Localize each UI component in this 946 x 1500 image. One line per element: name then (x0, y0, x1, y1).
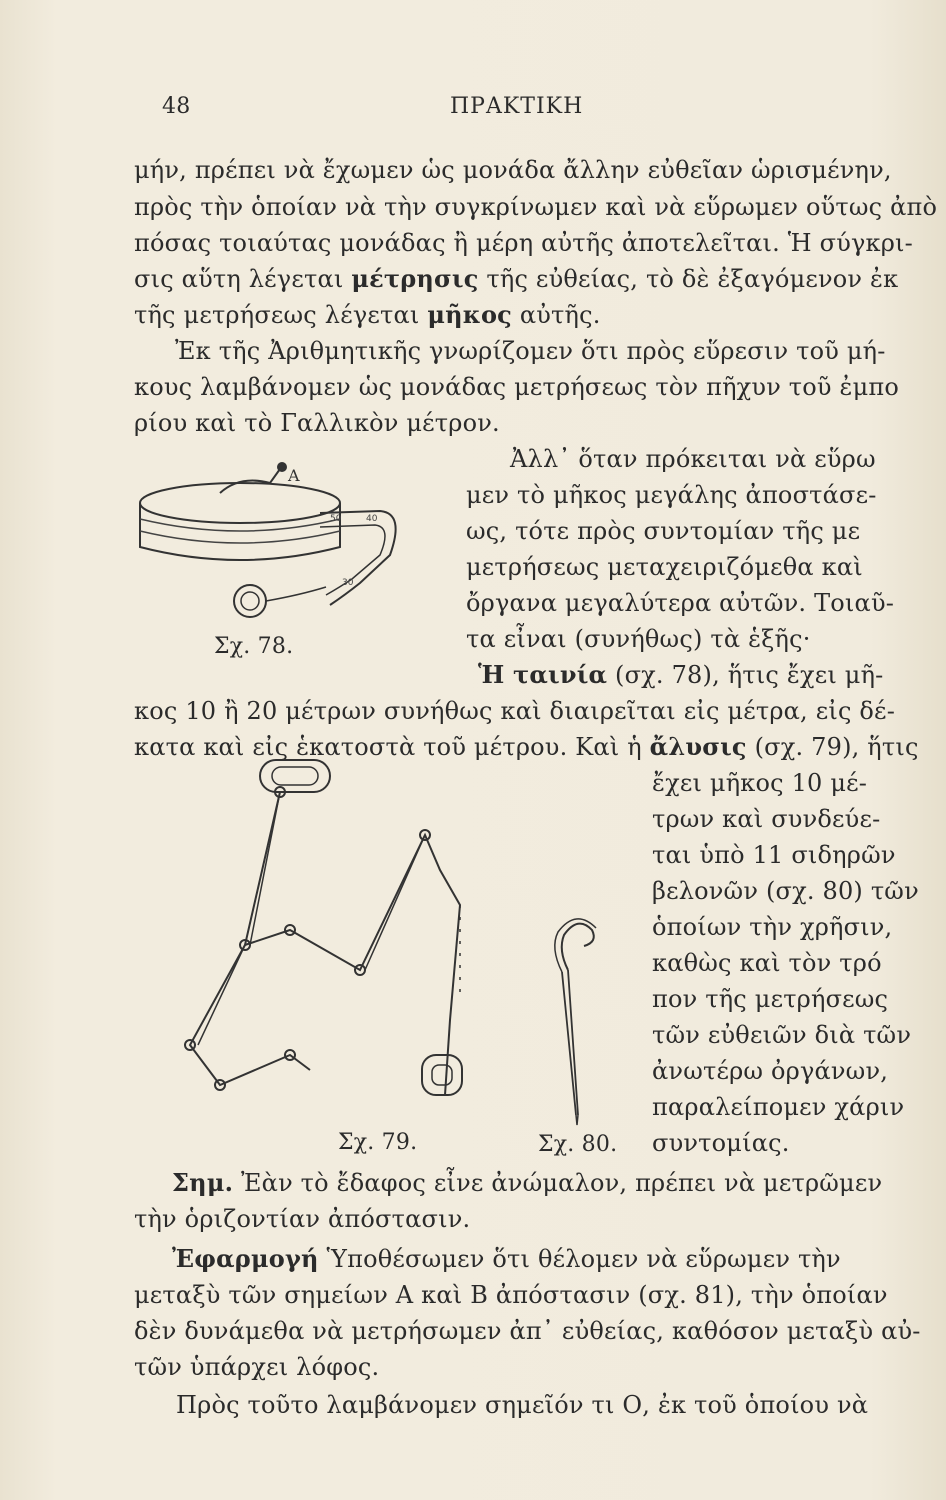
tape-scale-mark: 30 (342, 578, 354, 588)
term-alysis: ἄλυσις (649, 732, 747, 761)
text-line (172, 1168, 882, 1198)
tape-scale-mark: 50 (330, 514, 342, 524)
text-line (172, 1244, 841, 1274)
text-line: καθὼς καὶ τὸν τρό (652, 949, 882, 977)
term-mekos: μῆκος (427, 300, 512, 329)
text-line: τὴν ὁριζοντίαν ἀπόστασιν. (134, 1205, 471, 1233)
chain-end-handle (422, 1055, 462, 1095)
text-run: κατα καὶ εἰς ἑκατοστὰ τοῦ μέτρου. Καὶ ἡ (134, 733, 642, 761)
pin-hook (562, 924, 594, 970)
chain-handle (260, 760, 330, 792)
text-line: μεταξὺ τῶν σημείων Α καὶ Β ἀπόστασιν (σχ. 81), τὴν ὁποίαν (134, 1281, 888, 1309)
text-line: κους λαμβάνομεν ὡς μονάδας μετρήσεως τὸν πῆχυν τοῦ ἐμπο (134, 373, 900, 401)
text-line (134, 300, 601, 330)
text-line: πον τῆς μετρήσεως (652, 985, 889, 1013)
text-line: πρὸς τὴν ὁποίαν νὰ τὴν συγκρίνωμεν καὶ νὰ εὕρωμεν οὕτως ἀπὸ (134, 193, 938, 221)
text-run: Ὑποθέσωμεν ὅτι θέλομεν νὰ εὕρωμεν τὴν (326, 1245, 841, 1273)
text-line: ται ὑπὸ 11 σιδηρῶν (652, 841, 896, 869)
text-line: δὲν δυνάμεθα νὰ μετρήσωμεν ἀπ᾽ εὐθείας, καθόσον μεταξὺ αὐ- (134, 1317, 921, 1345)
tape-case-top (140, 483, 340, 523)
tape-scale-mark: 40 (366, 514, 378, 524)
text-line: τα εἶναι (συνήθως) τὰ ἑξῆς· (466, 625, 811, 653)
term-tainia: Ἡ ταινία (478, 660, 608, 689)
text-line: μεν τὸ μῆκος μεγάλης ἀποστάσε- (466, 481, 877, 509)
text-line (478, 660, 883, 690)
text-line: μετρήσεως μεταχειριζόμεθα καὶ (466, 553, 863, 581)
text-line: ἀνωτέρω ὀργάνων, (652, 1057, 889, 1085)
running-title: ΠΡΑΚΤΙΚΗ (450, 94, 584, 119)
term-note: Σημ. (172, 1168, 234, 1197)
figure-78-tape (130, 455, 420, 655)
text-run: (σχ. 78), ἥτις ἔχει μῆ- (615, 661, 884, 689)
page-number: 48 (162, 94, 191, 119)
text-line: ὄργανα μεγαλύτερα αὐτῶν. Τοιαῦ- (466, 589, 895, 617)
text-line (134, 264, 898, 294)
term-metresis: μέτρησις (351, 264, 479, 293)
tape-ring (234, 585, 266, 617)
text-line: ἔχει μῆκος 10 μέ- (652, 769, 868, 797)
text-line: ὁποίων τὴν χρῆσιν, (652, 913, 893, 941)
chain-links (245, 792, 460, 1095)
figure-80-pin (518, 910, 598, 1130)
text-run: αὐτῆς. (519, 301, 601, 329)
text-line: Ἀλλ᾽ ὅταν πρόκειται νὰ εὕρω (510, 445, 876, 473)
text-run: Ἐὰν τὸ ἔδαφος εἶνε ἀνώμαλον, πρέπει νὰ μετρῶμεν (240, 1169, 883, 1197)
text-line: Ἐκ τῆς Ἀριθμητικῆς γνωρίζομεν ὅτι πρὸς εὕρεσιν τοῦ μή- (175, 337, 886, 365)
text-line: ως, τότε πρὸς συντομίαν τῆς με (466, 517, 861, 545)
tape-crank (220, 469, 280, 493)
text-run: (σχ. 79), ἥτις (754, 733, 919, 761)
text-line: Πρὸς τοῦτο λαμβάνομεν σημεῖόν τι Ο, ἐκ τοῦ ὁποίου νὰ (176, 1391, 869, 1419)
text-run: σις αὕτη λέγεται (134, 265, 344, 293)
text-line: παραλείπομεν χάριν (652, 1093, 905, 1121)
figure-80-caption: Σχ. 80. (538, 1132, 618, 1157)
text-run: τῆς εὐθείας, τὸ δὲ ἐξαγόμενον ἐκ (486, 265, 899, 293)
figure-78-caption: Σχ. 78. (214, 634, 294, 659)
text-line: τῶν εὐθειῶν διὰ τῶν (652, 1021, 912, 1049)
text-line: κος 10 ἢ 20 μέτρων συνήθως καὶ διαιρεῖται εἰς μέτρα, εἰς δέ- (134, 697, 896, 725)
text-line: συντομίας. (652, 1129, 790, 1157)
text-line: τρων καὶ συνδεύε- (652, 805, 881, 833)
figure-79-chain (150, 755, 480, 1115)
tape-label-a: Α (288, 466, 300, 485)
text-line: ρίου καὶ τὸ Γαλλικὸν μέτρον. (134, 409, 500, 437)
text-run: τῆς μετρήσεως λέγεται (134, 301, 420, 329)
term-application: Ἐφαρμογή (172, 1244, 319, 1273)
text-line: βελονῶν (σχ. 80) τῶν (652, 877, 919, 905)
text-line: πόσας τοιαύτας μονάδας ἢ μέρη αὐτῆς ἀποτελεῖται. Ἡ σύγκρι- (134, 229, 913, 257)
text-line: μήν, πρέπει νὰ ἔχωμεν ὡς μονάδα ἄλλην εὐθεῖαν ὡρισμένην, (134, 156, 892, 184)
figure-79-caption: Σχ. 79. (338, 1130, 418, 1155)
pin-shaft (562, 970, 578, 1115)
text-line: τῶν ὑπάρχει λόφος. (134, 1353, 380, 1381)
